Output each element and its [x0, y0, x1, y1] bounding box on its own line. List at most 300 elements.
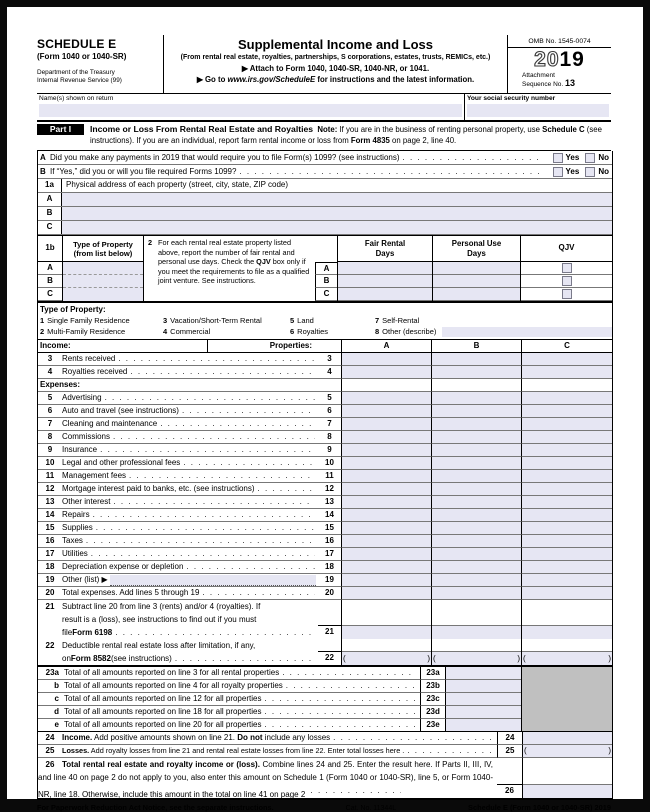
line-label: Taxes	[62, 536, 83, 545]
line-number-box: 23b	[420, 680, 446, 693]
line-number-box: 9	[318, 444, 342, 457]
line-26-row: 26 Total rental real estate and royalty income or (loss). Combine lines 24 and 25. Enter the result here. If Parts II, III, IV, and line 40 on page 2 do not apply to you, also enter this amount on Schedule 1 (Form 1040 or 1040-SR), line 5, or Form 1040-NR, line 18. Otherwise, include this amount in the total on line 41 on page 2 . . . 26	[38, 758, 612, 800]
legend-item: 6 Royalties	[290, 327, 329, 336]
property-address-row	[38, 207, 612, 221]
line-number: 12	[45, 484, 55, 493]
line-number-box: 7	[318, 418, 342, 431]
name-input[interactable]	[39, 104, 462, 117]
header-left	[37, 35, 164, 93]
line-number: 10	[45, 458, 55, 467]
amount-input-c[interactable]	[522, 457, 612, 470]
question-a-text: Did you make any payments in 2019 that would require you to file Form(s) 1099? (see instructions)	[50, 153, 400, 162]
line-number: 6	[47, 406, 53, 415]
line-number-box: 5	[318, 392, 342, 405]
income-heading: Income:	[38, 340, 208, 352]
expense-row	[38, 509, 612, 522]
expense-row	[38, 431, 612, 444]
property-type-input[interactable]	[63, 288, 143, 301]
dot-leader	[113, 496, 315, 508]
payments-1099-yes-checkbox[interactable]	[553, 153, 563, 163]
question-a-row: A Did you make any payments in 2019 that would require you to file Form(s) 1099? (see instructions) . . . Yes No	[38, 151, 612, 165]
legend-item: 4 Commercial	[163, 327, 211, 336]
income-row	[38, 366, 612, 379]
personal-use-days-input[interactable]	[433, 262, 520, 275]
line-label: Total of all amounts reported on line 20 for all properties	[64, 720, 262, 729]
expense-row	[38, 392, 612, 405]
legend-item: 2 Multi-Family Residence	[40, 327, 126, 336]
total-amount-input[interactable]	[446, 680, 521, 693]
amount-input-c[interactable]	[522, 548, 612, 561]
form-title: Supplemental Income and Loss	[237, 37, 434, 52]
dot-leader	[113, 431, 315, 443]
property-type-input[interactable]	[63, 275, 143, 288]
line-number-box: 19	[318, 574, 342, 587]
line-24-row: 24 Income. Add positive amounts shown on line 21. Do not include any losses . . . 24	[38, 732, 612, 745]
ssn-cell	[464, 94, 611, 120]
amount-input-c[interactable]	[522, 509, 612, 522]
amount-input-a[interactable]	[342, 431, 432, 444]
qjv-checkbox[interactable]	[562, 289, 572, 299]
dot-leader	[96, 522, 315, 534]
other-property-type-input[interactable]	[442, 327, 612, 337]
name-label: Name(s) shown on return	[39, 95, 114, 102]
part1-heading-note: Income or Loss From Rental Real Estate and Royalties Note: If you are in the business of renting personal property, use Schedule C (see instructions). If you are an individual, report farm rental income or loss from Form 4835 on page 2, line 40.	[90, 124, 602, 145]
goto-instruction: ▶ Go to www.irs.gov/ScheduleE for instructions and the latest information.	[196, 75, 475, 84]
line-label: Auto and travel (see instructions)	[62, 406, 179, 415]
expense-row	[38, 418, 612, 431]
amount-input-c[interactable]	[522, 587, 612, 600]
income-rows	[38, 353, 612, 379]
tax-year: 2019	[534, 48, 585, 71]
amount-input-a[interactable]	[342, 366, 432, 379]
line-21-row: 21 Subtract line 20 from line 3 (rents) and/or 4 (royalties). If result is a (loss), see instructions to find out if you must file Form 6198 . . . 21	[38, 600, 612, 639]
catalog-number: Cat. No. 11344L	[345, 805, 397, 812]
loss-amount-input-a[interactable]: ( )	[342, 651, 431, 665]
form-page	[7, 7, 643, 812]
dot-leader	[130, 366, 315, 378]
dot-leader	[175, 652, 315, 665]
line-number-box: 8	[318, 431, 342, 444]
payments-1099-no-checkbox[interactable]	[585, 153, 595, 163]
fair-rental-days-header: Fair Rental Days	[338, 236, 432, 262]
dot-leader	[403, 151, 544, 164]
amount-input-c[interactable]	[522, 483, 612, 496]
expense-row	[38, 405, 612, 418]
shaded-cell	[521, 719, 612, 732]
property-address-input[interactable]	[62, 193, 612, 206]
amount-input-b[interactable]	[432, 496, 522, 509]
expense-row	[38, 444, 612, 457]
header-center	[164, 35, 507, 93]
dot-leader	[93, 509, 315, 521]
legend-heading: Type of Property:	[40, 305, 106, 314]
dot-leader	[100, 444, 315, 456]
line-label: Other (list) ▶	[62, 575, 108, 584]
amount-input-b[interactable]	[432, 366, 522, 379]
legend-item-other: 8 Other (describe)	[375, 326, 612, 337]
question-b-text: If “Yes,” did you or will you file required Forms 1099?	[50, 167, 237, 176]
line-number: 8	[47, 432, 53, 441]
line-label: Royalties received	[62, 367, 128, 376]
dot-leader	[407, 745, 494, 757]
dot-leader	[91, 548, 315, 560]
amount-input-c[interactable]	[522, 625, 612, 639]
line-number-box: 20	[318, 587, 342, 600]
amount-input-a[interactable]	[342, 535, 432, 548]
amount-input-a[interactable]	[342, 392, 432, 405]
property-letter: B	[38, 275, 62, 288]
amount-input-b[interactable]	[432, 444, 522, 457]
line-number: 26	[45, 760, 55, 769]
amount-input-b[interactable]	[432, 392, 522, 405]
net-income-loss-input[interactable]	[523, 784, 612, 798]
part1-body	[37, 151, 613, 800]
personal-use-days-input[interactable]	[433, 288, 520, 301]
total-23-row	[38, 693, 612, 706]
omb-number: OMB No. 1545-0074	[508, 35, 611, 48]
line-number-box: 14	[318, 509, 342, 522]
line-number-box: 26	[497, 784, 522, 798]
line-number-box: 6	[318, 405, 342, 418]
line-number-box: 3	[318, 353, 342, 366]
qjv-header: QJV	[521, 236, 612, 262]
amount-input-a[interactable]	[342, 457, 432, 470]
amount-input-c[interactable]	[522, 574, 612, 587]
total-23-row	[38, 667, 612, 680]
type-of-property-legend	[38, 303, 612, 340]
total-23-row	[38, 719, 612, 732]
amount-input-c[interactable]	[522, 561, 612, 574]
amount-input-b[interactable]	[432, 509, 522, 522]
personal-use-days-input[interactable]	[433, 275, 520, 288]
line-number-box: 24	[497, 732, 523, 745]
amount-input-c[interactable]	[522, 522, 612, 535]
expense-row	[38, 522, 612, 535]
dot-leader	[264, 719, 417, 731]
amount-input-a[interactable]	[342, 509, 432, 522]
line-1a-label: Physical address of each property (street, city, state, ZIP code)	[66, 180, 289, 189]
irs-url: www.irs.gov/ScheduleE	[227, 75, 316, 84]
agency-name: Department of the Treasury Internal Revenue Service (99)	[37, 69, 122, 84]
line-number: 19	[45, 575, 55, 584]
line-number-box: 22	[318, 651, 341, 665]
line-number: 11	[45, 471, 55, 480]
total-amount-input[interactable]	[446, 667, 521, 680]
line-label: Utilities	[62, 549, 88, 558]
expense-row-20	[38, 587, 612, 600]
line-number: 7	[47, 419, 53, 428]
line-label: Total of all amounts reported on line 18 for all properties	[64, 707, 262, 716]
line-label: Total of all amounts reported on line 3 for all rental properties	[64, 668, 280, 677]
line-number: 1b	[38, 236, 62, 262]
amount-input-c[interactable]	[522, 392, 612, 405]
attach-instruction: ▶ Attach to Form 1040, 1040-SR, 1040-NR, or 1041.	[241, 64, 430, 73]
dot-leader	[258, 483, 315, 495]
legend-item: 3 Vacation/Short-Term Rental	[163, 316, 262, 325]
part1-header	[37, 122, 611, 151]
line-number-box: 13	[318, 496, 342, 509]
line-label: Insurance	[62, 445, 98, 454]
line-number: 13	[45, 497, 55, 506]
line-number-box: 21	[318, 625, 341, 639]
line-label: Total of all amounts reported on line 12 for all properties	[64, 694, 262, 703]
dot-leader	[118, 353, 315, 365]
line-number: 1a	[38, 179, 62, 192]
line-1b-days-table	[38, 235, 612, 303]
dot-leader	[264, 693, 417, 705]
properties-heading: Properties:	[269, 341, 312, 350]
line-number: 4	[47, 367, 53, 376]
expense-row	[38, 496, 612, 509]
amount-input-b[interactable]	[432, 418, 522, 431]
question-b-letter: B	[40, 167, 46, 176]
dot-leader	[264, 706, 417, 718]
dot-leader	[333, 732, 494, 744]
property-address-row	[38, 221, 612, 235]
qjv-checkbox[interactable]	[562, 263, 572, 273]
total-amount-input[interactable]	[446, 693, 521, 706]
property-letter: B	[38, 207, 62, 220]
line-number: 24	[45, 733, 55, 742]
property-letter: A	[38, 262, 62, 275]
property-letter: C	[38, 221, 62, 234]
amount-input-c[interactable]	[522, 405, 612, 418]
amount-input-b[interactable]	[432, 431, 522, 444]
dot-leader	[282, 667, 417, 679]
line-label: Supplies	[62, 523, 93, 532]
dot-leader	[239, 165, 543, 178]
attachment-sequence: Attachment Sequence No. 13	[522, 72, 576, 88]
ssn-input[interactable]	[467, 104, 609, 117]
amount-input-b[interactable]	[432, 457, 522, 470]
line-label: Commissions	[62, 432, 111, 441]
amount-input-b[interactable]	[432, 548, 522, 561]
income-row	[38, 353, 612, 366]
dot-leader	[202, 587, 315, 599]
fair-rental-days-input[interactable]	[338, 275, 432, 288]
expense-row	[38, 483, 612, 496]
line-label: Cleaning and maintenance	[62, 419, 158, 428]
question-b-row: B If “Yes,” did you or will you file required Forms 1099? . . . Yes No	[38, 165, 612, 179]
amount-input-a[interactable]	[342, 561, 432, 574]
expenses-header-row	[38, 379, 612, 392]
line-label: Legal and other professional fees	[62, 458, 181, 467]
amount-input-b[interactable]	[432, 470, 522, 483]
line-number: c	[54, 694, 59, 703]
property-letter: C	[315, 288, 337, 301]
line-number: d	[54, 707, 59, 716]
dot-leader	[286, 680, 417, 692]
amount-input-c[interactable]	[522, 444, 612, 457]
file-1099-no-checkbox[interactable]	[585, 167, 595, 177]
total-23-row	[38, 706, 612, 719]
dot-leader	[186, 561, 315, 573]
amount-input-a[interactable]	[342, 444, 432, 457]
dot-leader	[182, 405, 315, 417]
line-label: Depreciation expense or depletion	[62, 562, 184, 571]
loss-amount-input-b[interactable]: ( )	[432, 651, 521, 665]
line-number: 21	[45, 602, 55, 611]
line-number: 17	[45, 549, 55, 558]
expense-row	[38, 470, 612, 483]
amount-input-b[interactable]	[432, 535, 522, 548]
dot-leader	[105, 392, 315, 404]
line-number: 3	[47, 354, 53, 363]
amount-input-a[interactable]	[342, 418, 432, 431]
line-25-row: 25 Losses. Add royalty losses from line 21 and rental real estate losses from line 22. Enter total losses here . . . . 25 ( )	[38, 745, 612, 758]
total-amount-input[interactable]	[446, 706, 521, 719]
dot-leader	[183, 457, 315, 469]
legend-item: 1 Single Family Residence	[40, 316, 130, 325]
ssn-label: Your social security number	[467, 95, 556, 102]
column-header-c: C	[522, 340, 612, 353]
other-expense-description-input[interactable]	[110, 575, 316, 586]
dot-leader	[86, 535, 315, 547]
amount-input-c[interactable]	[522, 366, 612, 379]
amount-input-b[interactable]	[432, 574, 522, 587]
expense-row-19	[38, 574, 612, 587]
shaded-cell	[521, 680, 612, 693]
line-label: Repairs	[62, 510, 90, 519]
legend-item: 5 Land	[290, 316, 314, 325]
line-number-box: 4	[318, 366, 342, 379]
column-header-b: B	[432, 340, 522, 353]
property-letter: B	[315, 275, 337, 288]
name-cell	[37, 94, 464, 120]
amount-input-b[interactable]	[432, 353, 522, 366]
line-number-box: 10	[318, 457, 342, 470]
dot-leader	[115, 626, 315, 639]
dot-leader	[129, 470, 315, 482]
property-address-rows	[38, 193, 612, 235]
form-footer	[37, 803, 611, 812]
shaded-cell	[521, 667, 612, 680]
expense-row	[38, 548, 612, 561]
property-address-input[interactable]	[62, 207, 612, 220]
line-number-box: 23d	[420, 706, 446, 719]
line-number-box: 17	[318, 548, 342, 561]
property-address-input[interactable]	[62, 221, 612, 234]
line-label: Management fees	[62, 471, 127, 480]
shaded-cell	[521, 706, 612, 719]
amount-input-c[interactable]	[522, 496, 612, 509]
line-number-box: 25	[497, 745, 523, 758]
total-amount-input[interactable]	[446, 719, 521, 732]
line-number: 5	[47, 393, 53, 402]
property-type-input[interactable]	[63, 262, 143, 275]
part1-badge: Part I	[37, 124, 84, 135]
amount-input-a[interactable]	[342, 522, 432, 535]
line-number: 16	[45, 536, 55, 545]
line-label: Advertising	[62, 393, 102, 402]
paperwork-notice: For Paperwork Reduction Act Notice, see the separate instructions.	[37, 803, 274, 812]
amount-input-b[interactable]	[432, 405, 522, 418]
amount-input-c[interactable]	[522, 470, 612, 483]
expense-row	[38, 561, 612, 574]
type-of-property-header: Type of Property (from list below)	[63, 236, 143, 262]
loss-amount-input-c[interactable]: ( )	[522, 651, 612, 665]
amount-input-a[interactable]	[342, 483, 432, 496]
amount-input-a[interactable]	[342, 574, 432, 587]
amount-input-a[interactable]	[342, 548, 432, 561]
amount-input-c[interactable]	[522, 418, 612, 431]
part1-heading: Income or Loss From Rental Real Estate and Royalties	[90, 124, 314, 134]
line-number: 15	[45, 523, 55, 532]
name-ssn-row	[37, 94, 611, 122]
line-number: 2	[148, 238, 153, 247]
totals-23-rows	[38, 667, 612, 732]
line-number-box: 15	[318, 522, 342, 535]
losses-total-input[interactable]: ( )	[523, 745, 612, 758]
expenses-heading: Expenses:	[38, 379, 318, 392]
line-number: 9	[47, 445, 53, 454]
legend-item: 7 Self-Rental	[375, 316, 420, 325]
property-letter: A	[38, 193, 62, 206]
expense-row	[38, 457, 612, 470]
amount-input-a[interactable]	[342, 405, 432, 418]
amount-input-a[interactable]	[342, 587, 432, 600]
property-letter: C	[38, 288, 62, 301]
line-number-box: 18	[318, 561, 342, 574]
form-header	[37, 35, 611, 94]
line-number-box: 11	[318, 470, 342, 483]
line-number-box: 23e	[420, 719, 446, 732]
line-number: e	[54, 720, 59, 729]
schedule-title: SCHEDULE E	[37, 37, 117, 51]
amount-input-a[interactable]	[342, 470, 432, 483]
line-22-row: 22 Deductible rental real estate loss after limitation, if any, on Form 8582 (see instructions) . . . 22 ( ) ( ) ( )	[38, 639, 612, 667]
amount-input-b[interactable]	[432, 522, 522, 535]
line-number: 14	[45, 510, 55, 519]
fair-rental-days-input[interactable]	[338, 288, 432, 301]
income-total-input[interactable]	[523, 732, 612, 745]
header-right	[507, 35, 611, 93]
expense-rows	[38, 392, 612, 574]
file-1099-yes-checkbox[interactable]	[553, 167, 563, 177]
amount-input-a[interactable]	[342, 496, 432, 509]
property-address-row	[38, 193, 612, 207]
amount-input-c[interactable]	[522, 353, 612, 366]
column-header-a: A	[342, 340, 432, 353]
line-number-box: 23c	[420, 693, 446, 706]
amount-input-a[interactable]	[342, 625, 431, 639]
amount-input-b[interactable]	[432, 483, 522, 496]
line-number: 23a	[45, 668, 59, 677]
line-number-box: 12	[318, 483, 342, 496]
line-number: 22	[45, 641, 55, 650]
amount-input-b[interactable]	[432, 587, 522, 600]
line-number: b	[54, 681, 59, 690]
line-2-description: 2 For each rental real estate property listed above, report the number of fair rental and personal use days. Check the QJV box only if you meet the requirements to file as a qualified joint venture. See instructions.	[144, 236, 315, 301]
line-number: 20	[45, 588, 55, 597]
line-number-box: 16	[318, 535, 342, 548]
line-label: Total expenses. Add lines 5 through 19	[62, 588, 200, 597]
line-label: Rents received	[62, 354, 116, 363]
line-number: 25	[45, 746, 55, 755]
amount-input-b[interactable]	[432, 625, 521, 639]
total-23-row	[38, 680, 612, 693]
amount-input-a[interactable]	[342, 353, 432, 366]
qjv-checkbox[interactable]	[562, 276, 572, 286]
question-a-letter: A	[40, 153, 46, 162]
amount-input-b[interactable]	[432, 561, 522, 574]
form-reference: (Form 1040 or 1040-SR)	[37, 52, 127, 61]
amount-input-c[interactable]	[522, 535, 612, 548]
dot-leader	[311, 784, 401, 797]
fair-rental-days-input[interactable]	[338, 262, 432, 275]
amount-input-c[interactable]	[522, 431, 612, 444]
property-letter: A	[315, 262, 337, 275]
